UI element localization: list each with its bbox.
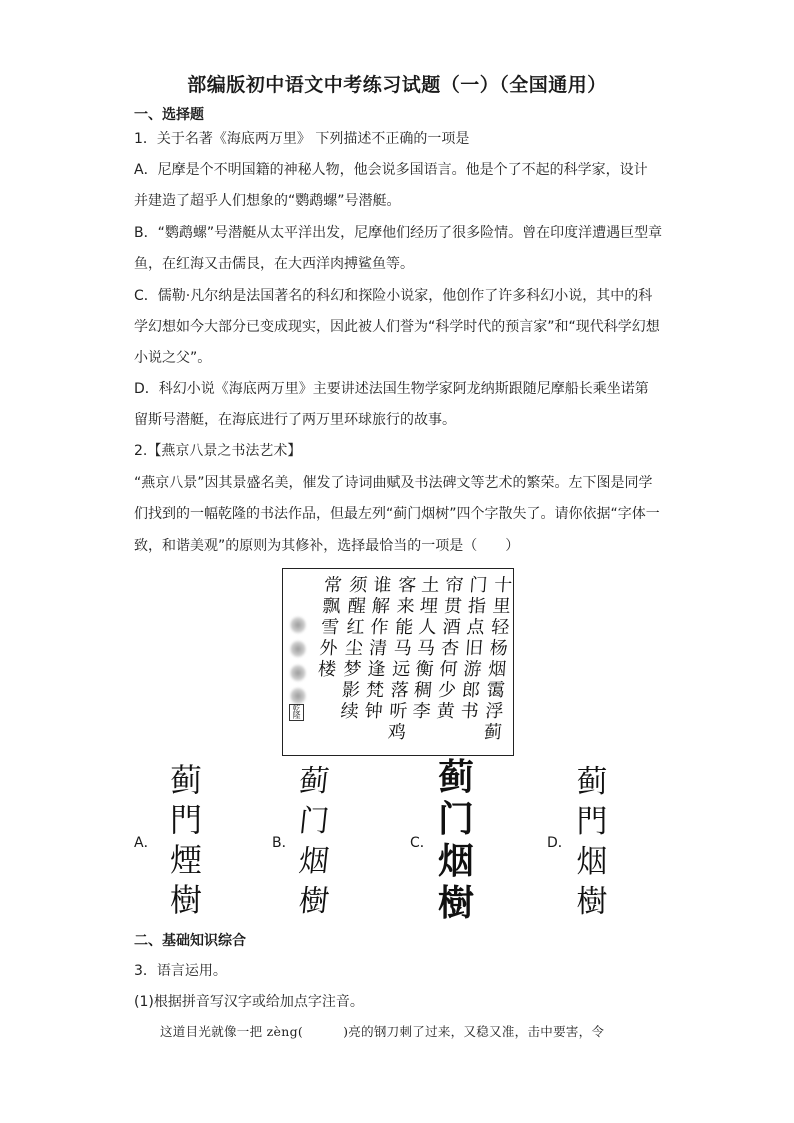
q3-sub1: (1)根据拼音写汉字或给加点字注音。 [134,994,364,1010]
q2-stem: 2.【燕京八景之书法艺术】 [134,443,302,459]
scroll-column: 门 指 点 旧 游 郎 书 [459,575,489,722]
q3-stem: 3．语言运用。 [134,963,227,979]
option-d-label: D． [547,835,572,851]
option-d-char: 樹 [576,884,608,920]
q1-option-b-line1: B．“鹦鹉螺”号潜艇从太平洋出发，尼摩他们经历了很多险情。曾在印度洋遭遇巨型章 [134,225,663,241]
option-b-char: 烟 [297,844,331,879]
missing-character-blur [290,616,306,634]
q1-option-a-line2: 并建造了超乎人们想象的“鹦鹉螺”号潜艇。 [134,193,401,209]
missing-character-blur [290,640,306,658]
option-c-char: 樹 [437,882,474,924]
option-c-char: 门 [437,798,474,840]
q3-passage-before: 这道目光就像一把 zèng( [160,1024,304,1039]
page-title: 部编版初中语文中考练习试题（一）（全国通用） [187,74,607,96]
q1-option-b-line2: 鱼，在红海又击儒艮，在大西洋肉搏鲨鱼等。 [134,256,414,272]
q1-option-d-line2: 留斯号潜艇，在海底进行了两万里环球旅行的故事。 [134,412,456,428]
scroll-column: 谁 解 作 清 逢 梵 钟 [363,575,393,722]
option-b-calligraphy [292,762,336,922]
q2-paragraph-line3: 致，和谐美观”的原则为其修补，选择最恰当的一项是（ ） [134,538,520,554]
q1-option-c-line2: 学幻想如今大部分已变成现实，因此被人们誉为“科学时代的预言家”和“现代科学幻想 [134,319,660,335]
option-a-char: 門 [169,801,202,839]
q2-paragraph-line1: “燕京八景”因其景盛名美，催发了诗词曲赋及书法碑文等艺术的繁荣。左下图是同学 [134,475,653,491]
option-b-char: 蓟 [297,764,331,799]
q1-option-c-line1: C．儒勒·凡尔纳是法国著名的科幻和探险小说家，他创作了许多科幻小说，其中的科 [134,288,653,304]
section-1-heading: 一、选择题 [134,107,204,123]
option-c-char: 蓟 [437,756,474,798]
section-2-heading: 二、基础知识综合 [134,933,246,949]
option-a-label: A． [134,835,158,851]
scroll-column: 帘 贯 酒 杏 何 少 黄 [435,575,465,722]
option-b-label: B． [272,835,296,851]
option-d-char: 蓟 [576,764,608,800]
scroll-column: 须 醒 红 尘 梦 影 续 [339,575,369,722]
seal-stamp: 乾隆 [289,704,304,721]
q1-option-a-line1: A．尼摩是个不明国籍的神秘人物，他会说多国语言。他是个了不起的科学家，设计 [134,162,648,178]
option-a-char: 煙 [169,841,202,879]
option-a-char: 樹 [169,881,202,919]
option-b-char: 樹 [297,884,331,919]
option-d-char: 門 [576,804,608,840]
missing-character-blur [290,687,306,705]
q3-passage-after: )亮的钢刀刺了过来，又稳又准，击中要害，令 [343,1024,605,1039]
option-c-char: 烟 [437,840,474,882]
option-c-label: C． [410,835,434,851]
option-c-calligraphy [434,756,478,924]
scroll-column: 土 埋 人 马 衡 稠 李 [411,575,441,722]
q3-passage-line [160,1023,660,1041]
q1-option-c-line3: 小说之父”。 [134,350,212,366]
option-a-char: 蓟 [169,761,202,799]
option-d-calligraphy [570,762,614,922]
q2-paragraph-line2: 们找到的一幅乾隆的书法作品，但最左列“蓟门烟树”四个字散失了。请你依据“字体一 [134,506,660,522]
q1-stem: 1．关于名著《海底两万里》 下列描述不正确的一项是 [134,131,470,147]
option-a-calligraphy [164,760,208,920]
scroll-column: 客 来 能 马 远 落 听 鸡 [387,575,417,743]
option-d-char: 烟 [576,844,608,880]
option-b-char: 门 [297,804,331,839]
q1-option-d-line1: D．科幻小说《海底两万里》主要讲述法国生物学家阿龙纳斯跟随尼摩船长乘坐诺第 [134,381,649,397]
scroll-column: 常 飘 雪 外 楼 [317,575,343,680]
calligraphy-scroll [282,568,514,756]
scroll-column: 十 里 轻 杨 烟 霭 浮 蓟 [483,575,513,743]
missing-character-blur [290,664,306,682]
